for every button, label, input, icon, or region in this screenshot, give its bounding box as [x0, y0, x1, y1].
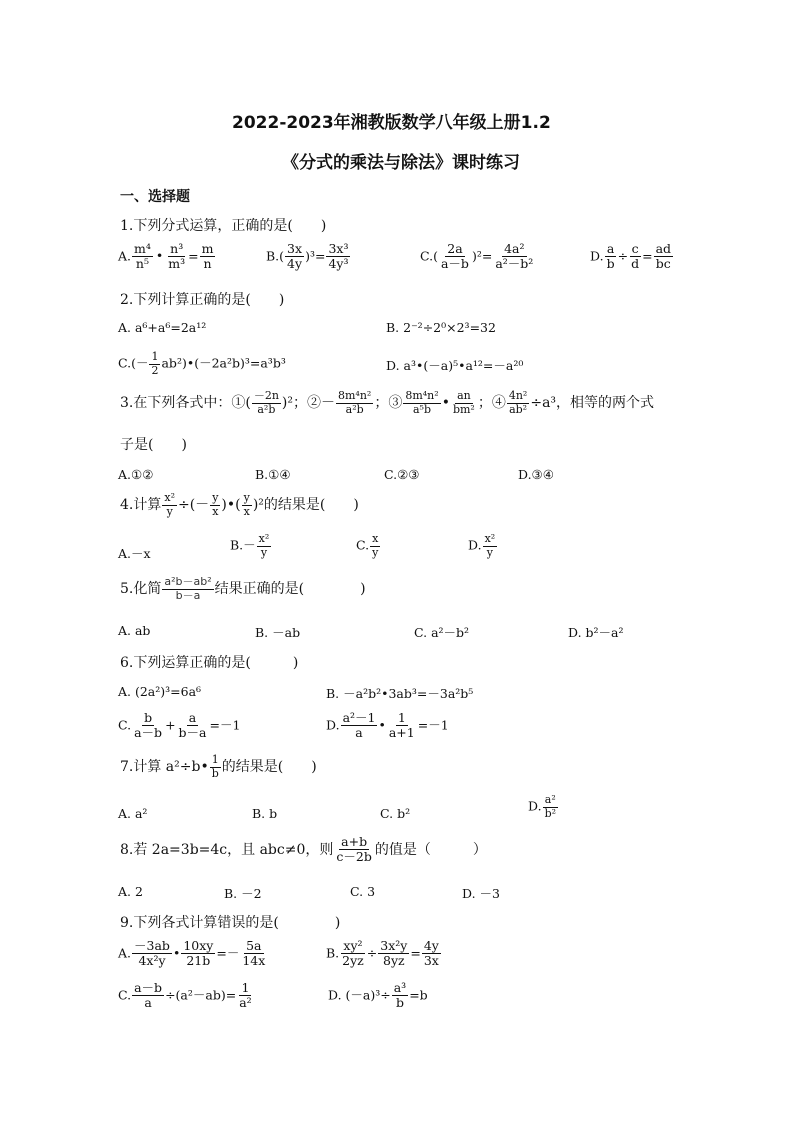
- fraction: $\frac{\text{a²－1}}{a}$: [342, 710, 376, 741]
- fraction: $\frac{y}{x}$: [212, 491, 219, 518]
- question-3-option-d[interactable]: D.③④: [518, 467, 554, 482]
- question-3-option-b[interactable]: B.①④: [255, 467, 291, 482]
- question-9-option-d[interactable]: D. (－a)³÷ $\frac{\text{a³}}{b}$ =b: [328, 980, 428, 1011]
- question-5-option-c[interactable]: C. a²－b²: [414, 625, 470, 640]
- question-2-option-d[interactable]: D. a³•(－a)⁵•a¹²=－a²⁰: [386, 358, 524, 373]
- question-3-option-a[interactable]: A.①②: [118, 467, 154, 482]
- question-6-option-c[interactable]: C. $\frac{b}{a-b}$ + $\frac{a}{b-a}$ =－1: [118, 710, 241, 741]
- question-1-stem: 1.下列分式运算，正确的是( ): [120, 218, 327, 234]
- fraction: $\frac{\text{x²}}{y}$: [164, 491, 175, 518]
- section-heading: 一、选择题: [120, 189, 190, 205]
- page-title-line2: 《分式的乘法与除法》课时练习: [282, 153, 520, 173]
- question-2-stem: 2.下列计算正确的是( ): [120, 292, 285, 308]
- fraction: $\frac{\text{a³}}{b}$: [393, 980, 407, 1011]
- fraction: $\frac{x}{y}$: [372, 532, 379, 559]
- question-7-option-d[interactable]: D. $\frac{\text{a²}}{\text{b²}}$: [528, 793, 557, 820]
- option-label: C.(: [420, 248, 438, 264]
- question-2-option-b[interactable]: B. 2⁻²÷2⁰×2³=32: [386, 320, 496, 335]
- question-7-option-a[interactable]: A. a²: [118, 806, 148, 821]
- question-4-stem: 4.计算 $\frac{\text{x²}}{y}$ ÷(－ $\frac{y}{x}$ )•( $\frac{y}{x}$ )²的结果是( ): [120, 491, 359, 518]
- fraction: $\frac{-2n}{\text{a²b}}$: [253, 389, 279, 416]
- fraction: $\frac{\text{m⁴}}{\text{n⁵}}$: [134, 241, 151, 272]
- fraction: $\frac{1}{\text{a²}}$: [239, 980, 252, 1011]
- fraction: $\frac{an}{\text{bm²}}$: [452, 389, 475, 416]
- fraction: $\frac{\text{xy²}}{2yz}$: [342, 938, 364, 969]
- question-7-option-b[interactable]: B. b: [252, 806, 278, 821]
- question-8-option-a[interactable]: A. 2: [118, 884, 143, 899]
- fraction-image: $\frac{\text{a²b－ab²}}{b-a}$: [164, 575, 212, 602]
- question-7-option-c[interactable]: C. b²: [380, 806, 411, 821]
- fraction: $\frac{-3ab}{\text{4x²y}}$: [134, 938, 170, 969]
- fraction: $\frac{\text{x²}}{y}$: [258, 532, 270, 559]
- question-4-option-a[interactable]: A.－x: [118, 546, 151, 561]
- question-6-stem: 6.下列运算正确的是( ): [120, 655, 299, 671]
- fraction: $\frac{\text{8m⁴n²}}{\text{a²b}}$: [338, 389, 372, 416]
- fraction: $\frac{\text{a²}}{\text{b²}}$: [544, 793, 557, 820]
- fraction: $\frac{1}{a+1}$: [388, 710, 415, 741]
- fraction: $\frac{\text{4n²}}{\text{ab²}}$: [508, 389, 528, 416]
- question-6-option-a[interactable]: A. (2a²)³=6a⁶: [118, 684, 202, 699]
- fraction: $\frac{ad}{bc}$: [655, 241, 672, 272]
- question-1-option-a[interactable]: A. $\frac{\text{m⁴}}{\text{n⁵}}$ • $\frac{\text{n³}}{\text{m³}}$ = $\frac{m}{n}$: [118, 241, 214, 272]
- question-2-option-c[interactable]: C.(－ $\frac{1}{2}$ ab²)•(－2a²b)³=a³b³: [118, 350, 286, 377]
- option-label: D.: [590, 248, 604, 264]
- question-3-option-c[interactable]: C.②③: [384, 467, 420, 482]
- fraction: $\frac{\text{3x²y}}{8yz}$: [380, 938, 408, 969]
- question-1-option-b[interactable]: B.( $\frac{3x}{4y}$ )³= $\frac{\text{3x³}}{\text{4y³}}$: [266, 241, 349, 272]
- page-title-line1: 2022-2023年湘教版数学八年级上册1.2: [232, 113, 551, 133]
- question-5-option-d[interactable]: D. b²－a²: [568, 625, 624, 640]
- fraction: $\frac{y}{x}$: [243, 491, 250, 518]
- question-7-stem: 7.计算 a²÷b• $\frac{1}{b}$ 的结果是( ): [120, 753, 317, 780]
- fraction: $\frac{m}{n}$: [201, 241, 214, 272]
- question-5-option-a[interactable]: A. ab: [118, 623, 151, 638]
- question-1-option-d[interactable]: D. $\frac{a}{b}$ ÷ $\frac{c}{d}$ = $\frac{ad}{bc}$: [590, 241, 672, 272]
- fraction: $\frac{\text{8m⁴n²}}{\text{a⁵b}}$: [405, 389, 439, 416]
- question-4-option-b[interactable]: B.－ $\frac{\text{x²}}{y}$: [230, 532, 270, 559]
- question-3-stem-line2: 子是( ): [120, 437, 187, 453]
- fraction: $\frac{\text{3x³}}{\text{4y³}}$: [328, 241, 349, 272]
- fraction: $\frac{c}{d}$: [631, 241, 640, 272]
- question-3-stem: 3.在下列各式中：①( $\frac{-2n}{\text{a²b}}$ )²；②－ $\frac{\text{8m⁴n²}}{\text{a²b}}$ ；③ $\frac{\text{8m⁴n²}}{\text{a⁵b}}$ • $\frac{an}{\text{bm²}}$ ；④ $\frac{\text{4n²}}{\text{ab²}}$ ÷a³，相等的两个式: [120, 389, 655, 416]
- question-1-option-c[interactable]: C.( $\frac{2a}{a-b}$ )²= $\frac{\text{4a²}}{\text{a²－b²}}$: [420, 241, 534, 272]
- fraction: $\frac{a-b}{a}$: [134, 980, 163, 1011]
- question-9-option-b[interactable]: B. $\frac{\text{xy²}}{2yz}$ ÷ $\frac{\text{3x²y}}{8yz}$ = $\frac{4y}{3x}$: [326, 938, 439, 969]
- fraction: $\frac{4y}{3x}$: [423, 938, 439, 969]
- fraction: $\frac{\text{n³}}{\text{m³}}$: [168, 241, 186, 272]
- fraction: $\frac{3x}{4y}$: [287, 241, 303, 272]
- fraction: $\frac{a+b}{c-2b}$: [336, 834, 372, 865]
- question-9-option-a[interactable]: A. $\frac{-3ab}{\text{4x²y}}$ • $\frac{10xy}{21b}$ =－ $\frac{5a}{14x}$: [118, 938, 266, 969]
- option-label: B.(: [266, 248, 285, 264]
- question-5-option-b[interactable]: B. －ab: [255, 625, 301, 640]
- fraction: $\frac{5a}{14x}$: [242, 938, 266, 969]
- fraction: $\frac{a}{b-a}$: [178, 710, 207, 741]
- question-8-option-c[interactable]: C. 3: [350, 884, 376, 899]
- fraction: $\frac{\text{4a²}}{\text{a²－b²}}$: [495, 241, 534, 272]
- fraction: $\frac{1}{b}$: [211, 753, 219, 780]
- question-8-option-b[interactable]: B. －2: [224, 886, 262, 901]
- fraction: $\frac{b}{a-b}$: [134, 710, 163, 741]
- question-5-stem: 5.化简 $\frac{\text{a²b－ab²}}{b-a}$ 结果正确的是( ): [120, 575, 366, 602]
- fraction: $\frac{10xy}{21b}$: [183, 938, 214, 969]
- question-8-option-d[interactable]: D. －3: [462, 886, 500, 901]
- fraction: $\frac{a}{b}$: [606, 241, 615, 272]
- question-4-option-d[interactable]: D. $\frac{\text{x²}}{y}$: [468, 532, 496, 559]
- question-6-option-d[interactable]: D. $\frac{\text{a²－1}}{a}$ • $\frac{1}{a+1}$ =－1: [326, 710, 449, 741]
- fraction: $\frac{2a}{a-b}$: [440, 241, 469, 272]
- question-6-option-b[interactable]: B. －a²b²•3ab³=－3a²b⁵: [326, 686, 474, 701]
- question-4-option-c[interactable]: C. $\frac{x}{y}$: [356, 532, 379, 559]
- question-8-stem: 8.若 2a=3b=4c，且 abc≠0，则 $\frac{a+b}{c-2b}$ 的值是（ ）: [120, 834, 487, 865]
- question-2-option-a[interactable]: A. a⁶+a⁶=2a¹²: [118, 320, 207, 335]
- question-9-option-c[interactable]: C. $\frac{a-b}{a}$ ÷(a²－ab)= $\frac{1}{\text{a²}}$: [118, 980, 252, 1011]
- fraction: $\frac{1}{2}$: [151, 350, 159, 377]
- question-9-stem: 9.下列各式计算错误的是( ): [120, 915, 341, 931]
- fraction: $\frac{\text{x²}}{y}$: [484, 532, 496, 559]
- option-label: A.: [118, 248, 132, 264]
